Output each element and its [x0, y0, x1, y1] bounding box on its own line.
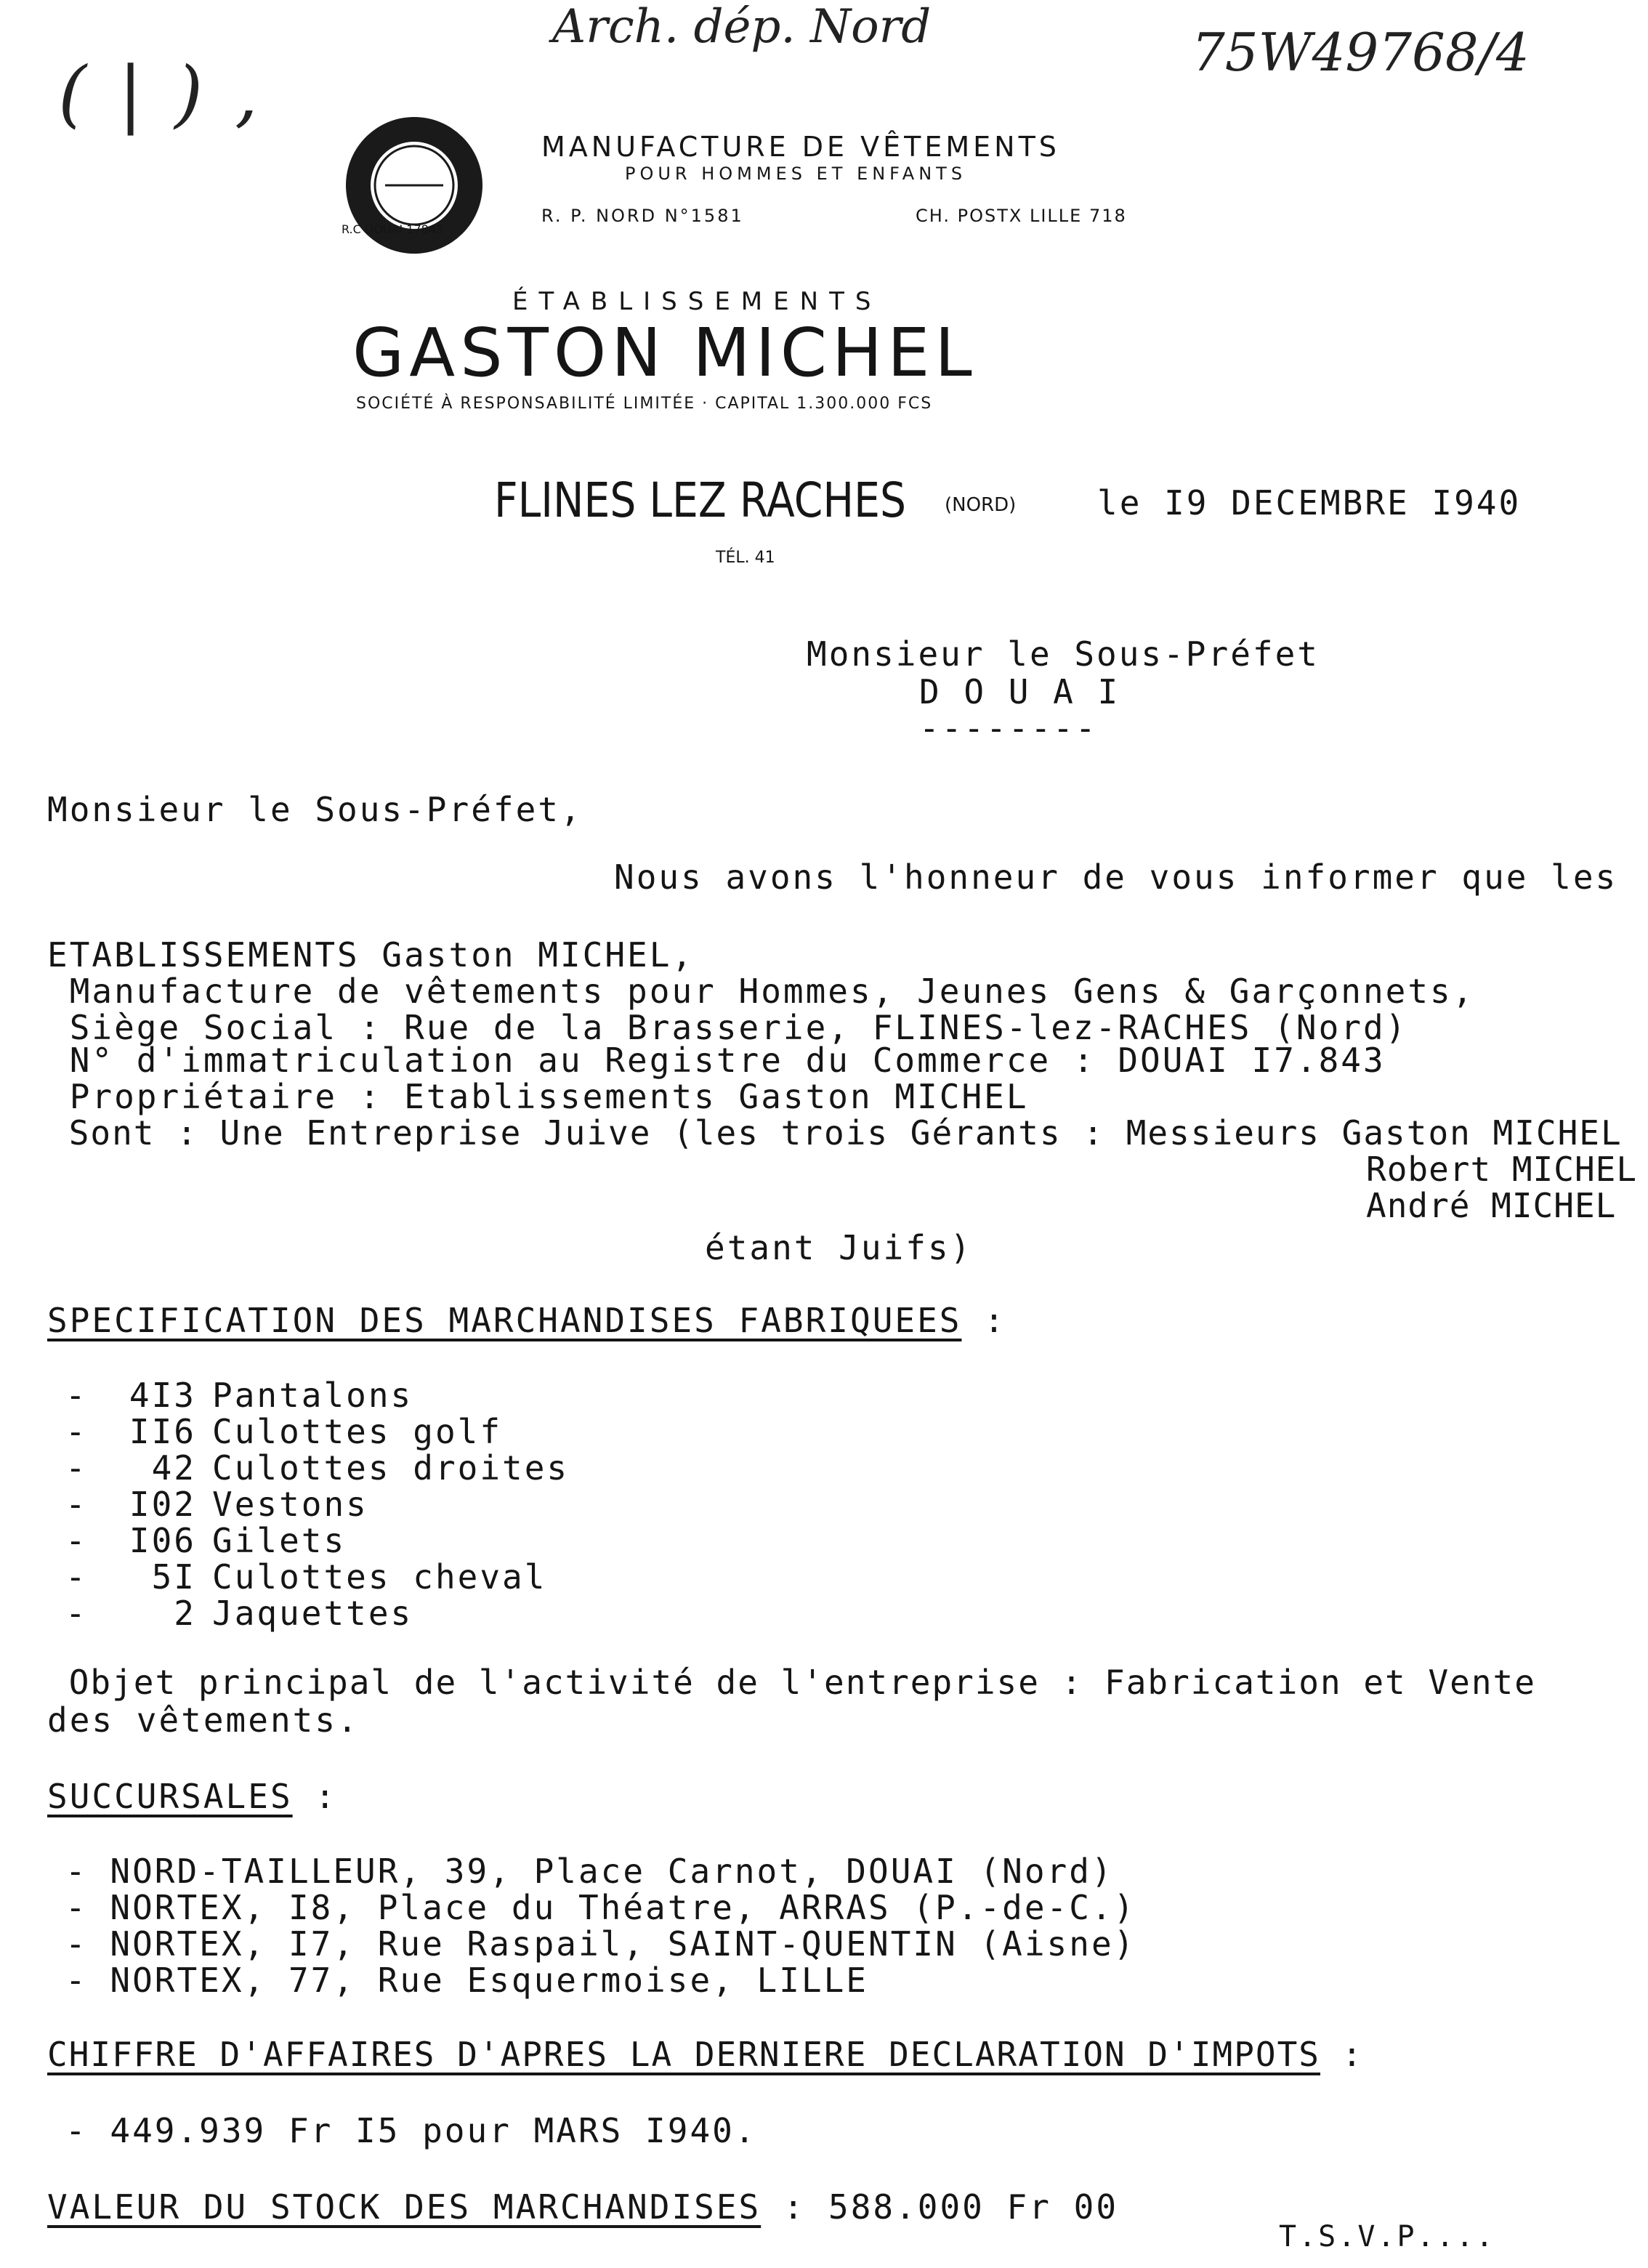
- product-item: [65, 1448, 569, 1488]
- product-qty: 2: [174, 1594, 196, 1633]
- product-name: Culottes droites: [212, 1448, 570, 1488]
- product-dash: -: [65, 1521, 88, 1560]
- product-qty: 5I: [151, 1557, 196, 1597]
- spec-heading-text: SPECIFICATION DES MARCHANDISES FABRIQUEES: [47, 1301, 962, 1340]
- company-block-line: Siège Social : Rue de la Brasserie, FLINES-lez-RACHES (Nord): [47, 1008, 1408, 1047]
- product-name: Jaquettes: [212, 1594, 413, 1633]
- margin-mark: ( | ) ,: [58, 51, 262, 136]
- product-dash: -: [65, 1594, 88, 1633]
- branch-item: - NORTEX, 77, Rue Esquermoise, LILLE: [65, 1961, 868, 2000]
- product-name: Pantalons: [212, 1376, 413, 1415]
- product-item: [65, 1485, 368, 1524]
- branches-heading-colon: :: [292, 1777, 338, 1816]
- stock-heading-colon: :: [761, 2187, 806, 2227]
- jews-line: étant Juifs): [705, 1228, 973, 1267]
- product-name: Gilets: [212, 1521, 347, 1560]
- salutation: Monsieur le Sous-Préfet,: [47, 790, 583, 829]
- objet-line: des vêtements.: [47, 1700, 360, 1740]
- company-block-line: N° d'immatriculation au Registre du Commerce : DOUAI I7.843: [47, 1041, 1386, 1080]
- tsvp-note: T.S.V.P....: [1279, 2220, 1495, 2253]
- company-block-line: Manufacture de vêtements pour Hommes, Jeunes Gens & Garçonnets,: [47, 972, 1475, 1011]
- letterhead-establishments: ÉTABLISSEMENTS: [512, 287, 882, 316]
- stock-heading: [47, 2187, 806, 2227]
- letterhead-legal: SOCIÉTÉ À RESPONSABILITÉ LIMITÉE · CAPITAL 1.300.000 FCS: [356, 395, 933, 413]
- letterhead-line1: MANUFACTURE DE VÊTEMENTS: [541, 131, 1060, 163]
- turnover-heading-text: CHIFFRE D'AFFAIRES D'APRES LA DERNIERE DECLARATION D'IMPOTS: [47, 2035, 1320, 2074]
- branches-heading: [47, 1777, 337, 1816]
- branch-item: - NORD-TAILLEUR, 39, Place Carnot, DOUAI (Nord): [65, 1852, 1114, 1891]
- company-block-line: Propriétaire : Etablissements Gaston MICHEL: [47, 1077, 1029, 1116]
- archive-reference: Arch. dép. Nord: [552, 0, 932, 54]
- product-item: [65, 1594, 413, 1633]
- product-name: Culottes golf: [212, 1412, 503, 1451]
- product-dash: -: [65, 1485, 88, 1524]
- recipient-city: D O U A I: [919, 672, 1120, 711]
- recipient-title: Monsieur le Sous-Préfet: [807, 634, 1320, 674]
- product-item: [65, 1412, 502, 1451]
- company-name: GASTON MICHEL: [352, 314, 977, 392]
- product-dash: -: [65, 1448, 88, 1488]
- intro-line: Nous avons l'honneur de vous informer que les: [614, 857, 1618, 897]
- letterhead-line2: POUR HOMMES ET ENFANTS: [625, 164, 967, 184]
- product-qty: I06: [129, 1521, 196, 1560]
- product-name: Culottes cheval: [212, 1557, 547, 1597]
- stock-value: 588.000 Fr 00: [828, 2187, 1119, 2227]
- stock-heading-text: VALEUR DU STOCK DES MARCHANDISES: [47, 2187, 762, 2227]
- product-name: Vestons: [212, 1485, 368, 1524]
- product-item: [65, 1557, 546, 1597]
- letterhead-ch: CH. POSTX LILLE 718: [916, 206, 1127, 226]
- spec-heading: [47, 1301, 1006, 1340]
- letterhead-tel: TÉL. 41: [716, 549, 775, 567]
- branches-heading-text: SUCCURSALES: [47, 1777, 293, 1816]
- product-qty: II6: [129, 1412, 196, 1451]
- product-dash: -: [65, 1412, 88, 1451]
- spec-heading-colon: :: [961, 1301, 1006, 1340]
- objet-line: Objet principal de l'activité de l'entreprise : Fabrication et Vente: [47, 1663, 1536, 1702]
- archive-call-number: 75W49768/4: [1192, 22, 1530, 83]
- company-seal-logo: [342, 113, 487, 258]
- manager-name: André MICHEL: [1366, 1186, 1617, 1225]
- turnover-value: - 449.939 Fr I5 pour MARS I940.: [65, 2111, 757, 2150]
- product-qty: 4I3: [129, 1376, 196, 1415]
- product-qty: I02: [129, 1485, 196, 1524]
- letter-date: le I9 DECEMBRE I940: [1097, 483, 1522, 522]
- letterhead-region: (NORD): [945, 494, 1017, 516]
- product-item: [65, 1521, 346, 1560]
- branch-item: - NORTEX, I7, Rue Raspail, SAINT-QUENTIN (Aisne): [65, 1924, 1136, 1964]
- manager-name: Robert MICHEL: [1366, 1150, 1638, 1189]
- logo-registration: R.C DOUAI 17843: [342, 222, 444, 236]
- turnover-heading-colon: :: [1320, 2035, 1364, 2074]
- letterhead-town: FLINES LEZ RACHES: [494, 472, 906, 528]
- recipient-rule: --------: [919, 709, 1098, 748]
- company-block-line: ETABLISSEMENTS Gaston MICHEL,: [47, 935, 695, 974]
- turnover-heading: [47, 2035, 1363, 2074]
- product-dash: -: [65, 1376, 88, 1415]
- product-qty: 42: [151, 1448, 196, 1488]
- product-dash: -: [65, 1557, 88, 1597]
- branch-item: - NORTEX, I8, Place du Théatre, ARRAS (P.-de-C.): [65, 1888, 1136, 1927]
- product-item: [65, 1376, 413, 1415]
- letterhead-rp: R. P. NORD N°1581: [541, 206, 744, 226]
- company-block-line: Sont : Une Entreprise Juive (les trois Gérants : Messieurs Gaston MICHEL: [47, 1113, 1623, 1153]
